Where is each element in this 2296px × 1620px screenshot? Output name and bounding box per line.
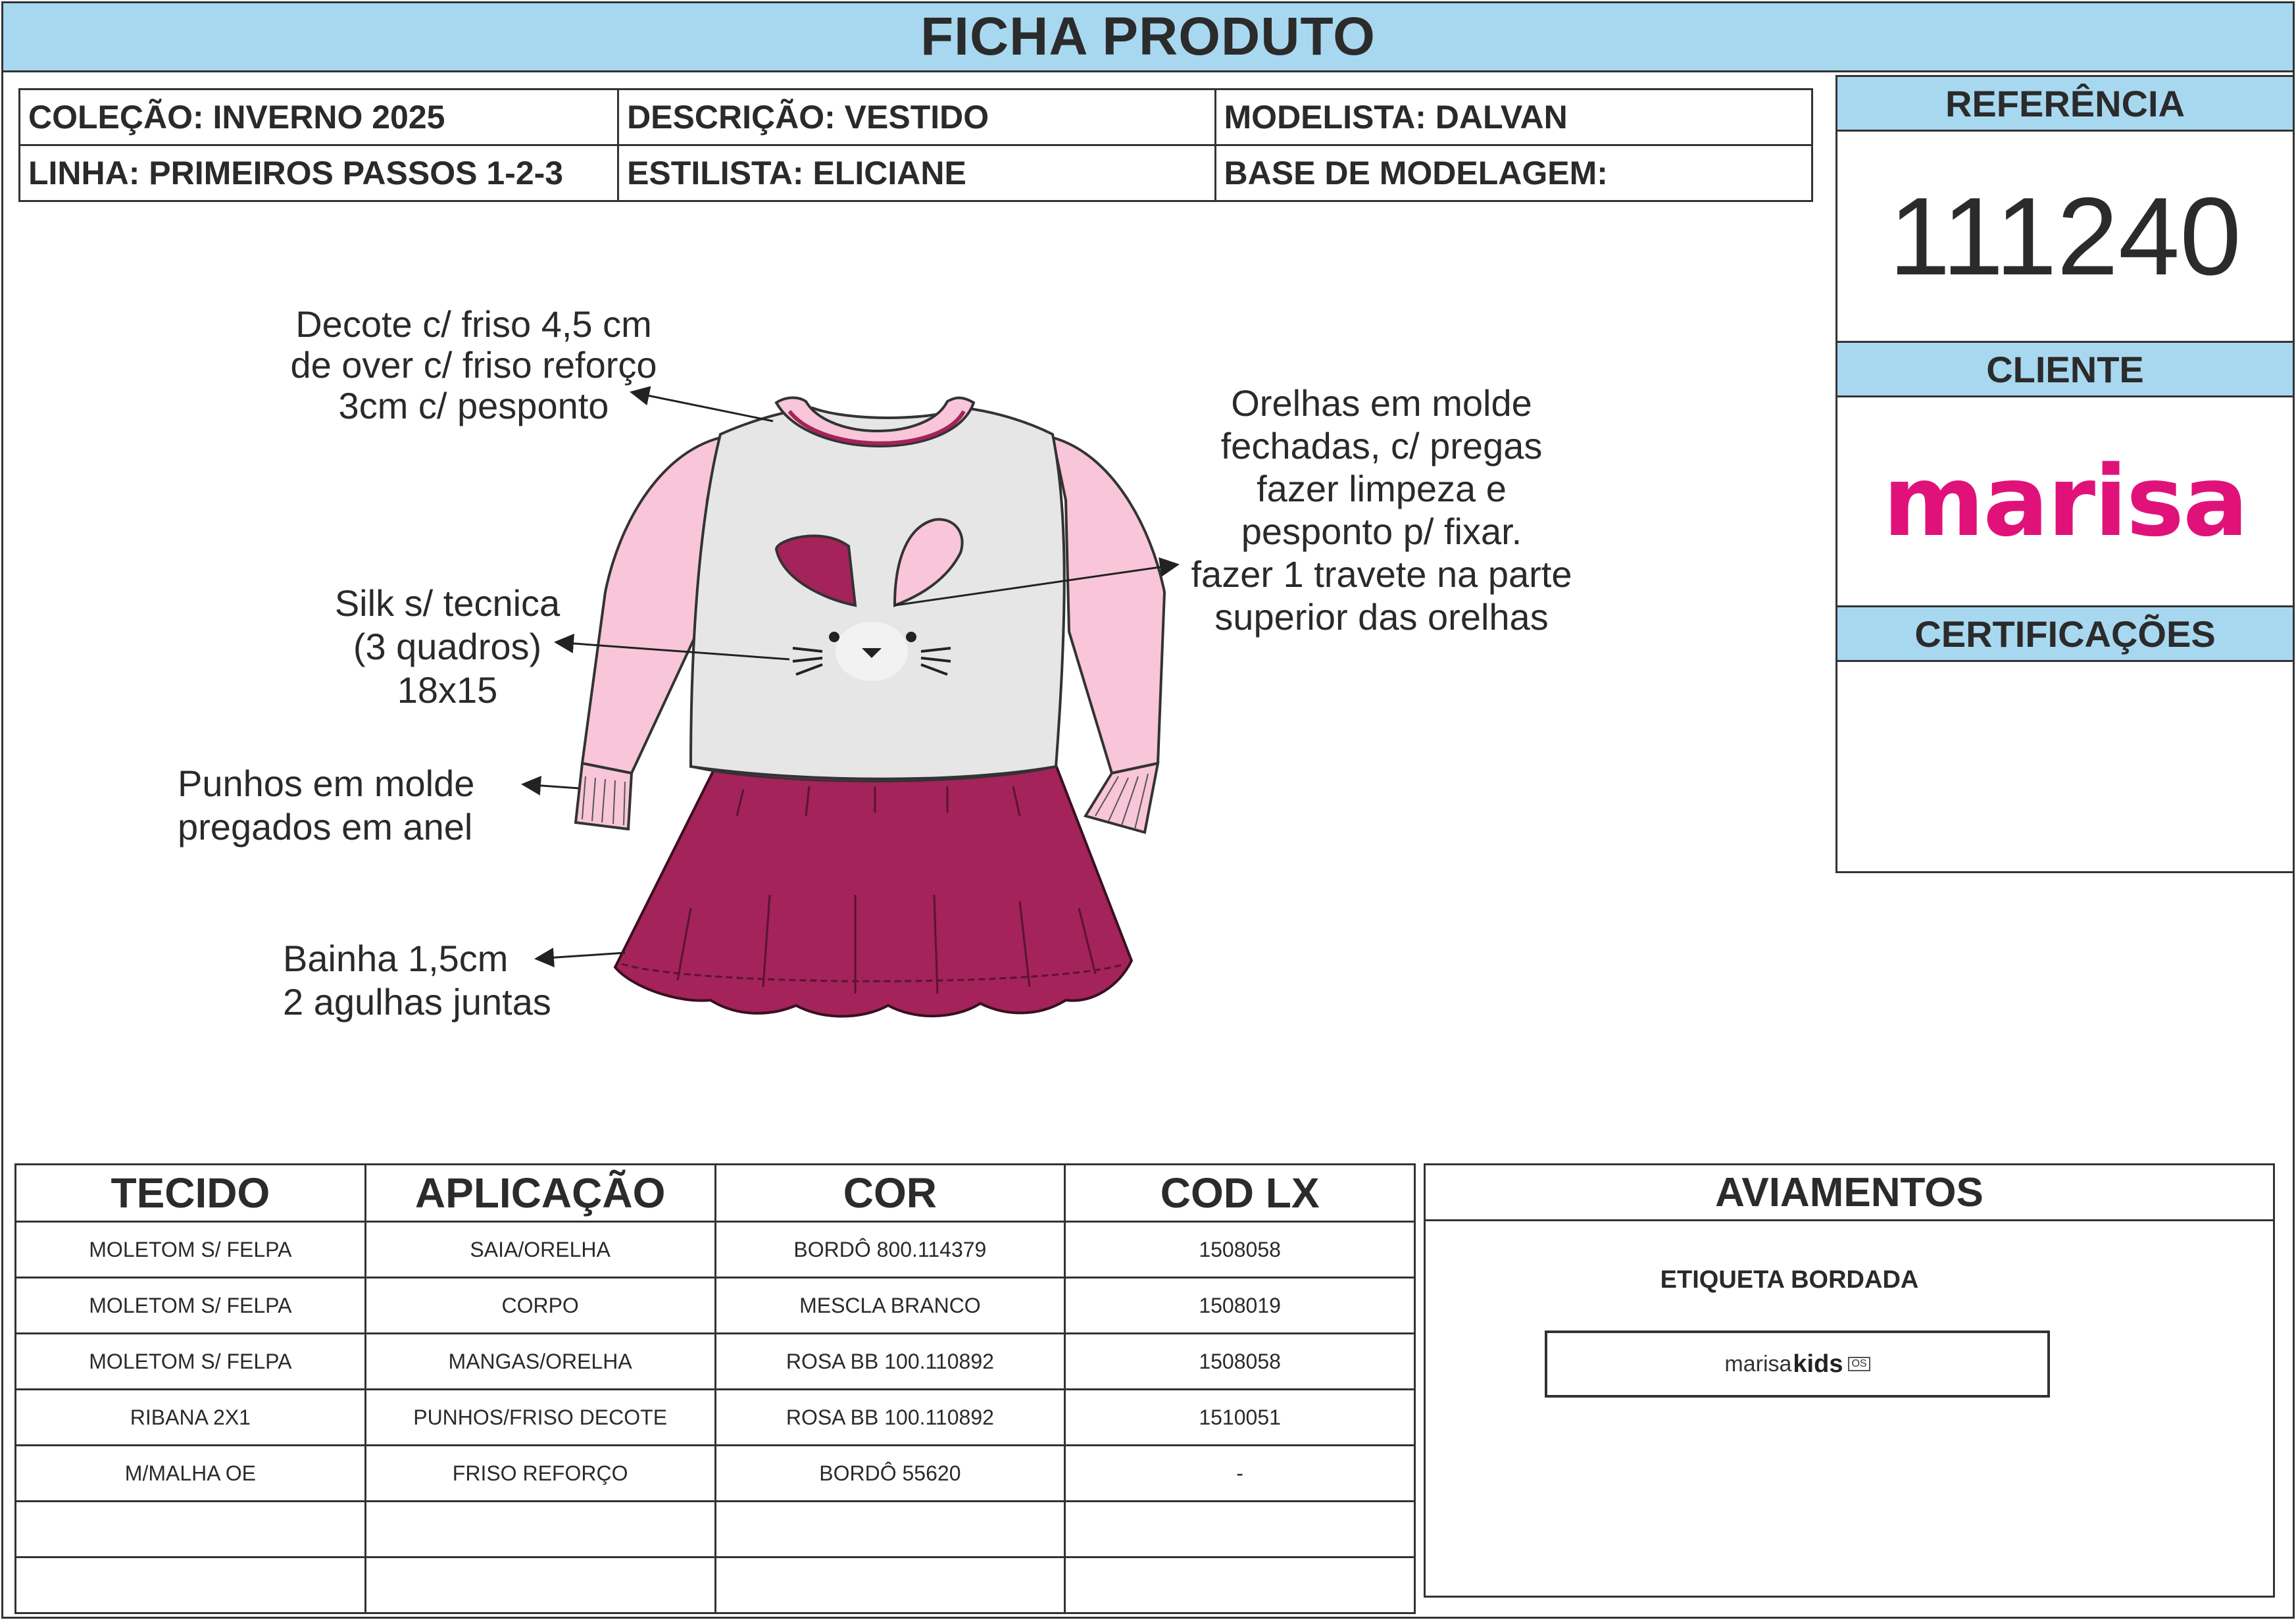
table-row bbox=[16, 1446, 1415, 1502]
table-row bbox=[16, 1557, 1415, 1613]
cell-tecido: MOLETOM S/ FELPA bbox=[16, 1334, 366, 1390]
cell-cor bbox=[715, 1557, 1065, 1613]
note-bainha bbox=[283, 937, 559, 1024]
cell-aplicacao: CORPO bbox=[365, 1278, 715, 1334]
note-line: fazer limpeza e bbox=[1257, 468, 1507, 509]
cell-cod: 1508058 bbox=[1065, 1334, 1415, 1390]
table-row bbox=[16, 1278, 1415, 1334]
cell-cor: ROSA BB 100.110892 bbox=[715, 1390, 1065, 1446]
note-line: Silk s/ tecnica bbox=[334, 582, 561, 624]
estilista-cell: ESTILISTA: ELICIANE bbox=[618, 145, 1215, 201]
note-line: de over c/ friso reforço bbox=[290, 344, 657, 386]
certificacoes-header: CERTIFICAÇÕES bbox=[1835, 605, 2295, 662]
referencia-value: 111240 bbox=[1835, 130, 2295, 343]
cell-tecido: M/MALHA OE bbox=[16, 1446, 366, 1502]
note-line: fechadas, c/ pregas bbox=[1220, 425, 1543, 467]
note-line: pesponto p/ fixar. bbox=[1241, 511, 1522, 552]
note-line: Orelhas em molde bbox=[1231, 382, 1532, 424]
cell-aplicacao bbox=[365, 1557, 715, 1613]
cell-cod bbox=[1065, 1557, 1415, 1613]
aviamentos-item: ETIQUETA BORDADA bbox=[1660, 1266, 1919, 1294]
cell-cod: 1510051 bbox=[1065, 1390, 1415, 1446]
cell-cor: BORDÔ 800.114379 bbox=[715, 1222, 1065, 1278]
cell-tecido bbox=[16, 1502, 366, 1557]
cell-aplicacao: MANGAS/ORELHA bbox=[365, 1334, 715, 1390]
body bbox=[691, 408, 1064, 779]
table-row bbox=[16, 1334, 1415, 1390]
note-decote bbox=[243, 304, 704, 426]
cell-aplicacao: PUNHOS/FRISO DECOTE bbox=[365, 1390, 715, 1446]
col-cod-lx: COD LX bbox=[1065, 1165, 1415, 1222]
descricao-cell: DESCRIÇÃO: VESTIDO bbox=[618, 89, 1215, 145]
note-line: (3 quadros) bbox=[353, 626, 542, 667]
cell-cod: - bbox=[1065, 1446, 1415, 1502]
note-line: Punhos em molde bbox=[178, 763, 475, 804]
cell-aplicacao: FRISO REFORÇO bbox=[365, 1446, 715, 1502]
cell-cod: 1508058 bbox=[1065, 1222, 1415, 1278]
base-modelagem-cell: BASE DE MODELAGEM: bbox=[1215, 145, 1812, 201]
table-row bbox=[16, 1222, 1415, 1278]
note-line: 3cm c/ pesponto bbox=[338, 385, 609, 426]
linha-cell: LINHA: PRIMEIROS PASSOS 1-2-3 bbox=[20, 145, 618, 201]
cell-aplicacao bbox=[365, 1502, 715, 1557]
cell-tecido: RIBANA 2X1 bbox=[16, 1390, 366, 1446]
cell-cor bbox=[715, 1502, 1065, 1557]
cell-tecido bbox=[16, 1557, 366, 1613]
skirt bbox=[615, 757, 1132, 1017]
aviamentos-header: AVIAMENTOS bbox=[1424, 1163, 2275, 1221]
page-title: FICHA PRODUTO bbox=[920, 7, 1376, 66]
note-line: pregados em anel bbox=[178, 806, 473, 848]
note-line: Decote c/ friso 4,5 cm bbox=[295, 303, 652, 345]
referencia-header: REFERÊNCIA bbox=[1835, 75, 2295, 132]
cell-cod: 1508019 bbox=[1065, 1278, 1415, 1334]
note-line: 18x15 bbox=[397, 669, 498, 711]
cell-tecido: MOLETOM S/ FELPA bbox=[16, 1222, 366, 1278]
right-cuff bbox=[1086, 763, 1158, 832]
note-line: superior das orelhas bbox=[1214, 596, 1549, 638]
colecao-cell: COLEÇÃO: INVERNO 2025 bbox=[20, 89, 618, 145]
modelista-cell: MODELISTA: DALVAN bbox=[1215, 89, 1812, 145]
note-line: fazer 1 travete na parte bbox=[1191, 553, 1572, 595]
note-line: 2 agulhas juntas bbox=[283, 981, 551, 1023]
col-tecido: TECIDO bbox=[16, 1165, 366, 1222]
note-silk bbox=[283, 582, 612, 712]
cell-cor: BORDÔ 55620 bbox=[715, 1446, 1065, 1502]
cliente-header: CLIENTE bbox=[1835, 341, 2295, 397]
col-cor: COR bbox=[715, 1165, 1065, 1222]
note-orelhas bbox=[1145, 382, 1618, 638]
fabrics-header-row bbox=[16, 1165, 1415, 1222]
note-line: Bainha 1,5cm bbox=[283, 938, 509, 979]
label-text-kids: kids bbox=[1793, 1350, 1843, 1378]
cell-aplicacao: SAIA/ORELHA bbox=[365, 1222, 715, 1278]
col-aplicacao: APLICAÇÃO bbox=[365, 1165, 715, 1222]
note-punhos bbox=[178, 762, 546, 849]
table-row bbox=[16, 1502, 1415, 1557]
embroidered-label bbox=[1545, 1330, 2050, 1398]
label-text-marisa: marisa bbox=[1724, 1351, 1792, 1377]
cell-cor: MESCLA BRANCO bbox=[715, 1278, 1065, 1334]
table-row bbox=[16, 1390, 1415, 1446]
cell-cor: ROSA BB 100.110892 bbox=[715, 1334, 1065, 1390]
label-text-os: OS bbox=[1848, 1357, 1870, 1371]
cell-tecido: MOLETOM S/ FELPA bbox=[16, 1278, 366, 1334]
marisa-logo: marisa bbox=[1883, 445, 2247, 558]
fabrics-table bbox=[14, 1163, 1416, 1614]
cell-cod bbox=[1065, 1502, 1415, 1557]
